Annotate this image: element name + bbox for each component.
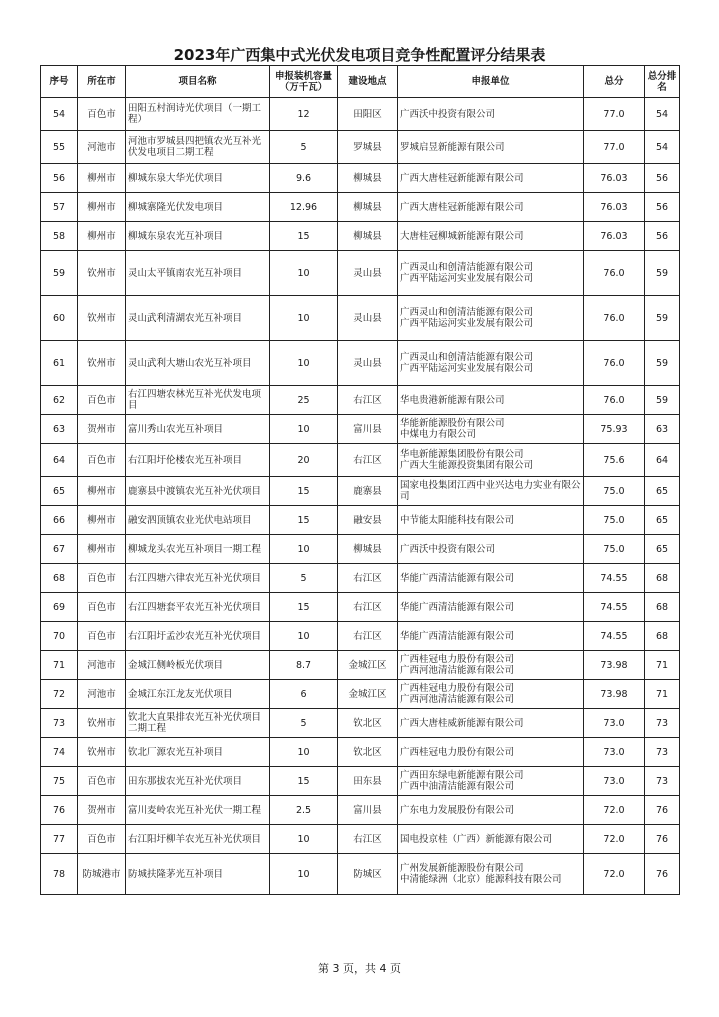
cell-location: 柳城县 xyxy=(338,164,398,193)
cell-project: 右江阳圩柳羊农光互补光伏项目 xyxy=(126,825,270,854)
cell-location: 右江区 xyxy=(338,386,398,415)
cell-city: 百色市 xyxy=(78,564,126,593)
cell-city: 钦州市 xyxy=(78,738,126,767)
cell-score: 76.03 xyxy=(584,222,645,251)
cell-score: 75.0 xyxy=(584,535,645,564)
cell-capacity: 15 xyxy=(270,506,338,535)
cell-score: 75.6 xyxy=(584,444,645,477)
cell-rank: 56 xyxy=(645,193,680,222)
table-row xyxy=(41,796,680,825)
cell-city: 钦州市 xyxy=(78,251,126,296)
cell-seq: 70 xyxy=(41,622,78,651)
header-city: 所在市 xyxy=(78,66,126,98)
cell-city: 河池市 xyxy=(78,680,126,709)
table-row xyxy=(41,131,680,164)
cell-score: 77.0 xyxy=(584,131,645,164)
cell-score: 74.55 xyxy=(584,564,645,593)
cell-rank: 59 xyxy=(645,251,680,296)
cell-company: 广西桂冠电力股份有限公司 广西河池清洁能源有限公司 xyxy=(398,680,584,709)
header-rank: 总分排名 xyxy=(645,66,680,98)
cell-city: 百色市 xyxy=(78,593,126,622)
cell-rank: 65 xyxy=(645,506,680,535)
cell-score: 74.55 xyxy=(584,593,645,622)
cell-location: 罗城县 xyxy=(338,131,398,164)
cell-capacity: 10 xyxy=(270,251,338,296)
cell-capacity: 12.96 xyxy=(270,193,338,222)
cell-project: 金城江东江龙友光伏项目 xyxy=(126,680,270,709)
cell-project: 灵山武利清湖农光互补项目 xyxy=(126,296,270,341)
cell-location: 鹿寨县 xyxy=(338,477,398,506)
cell-rank: 76 xyxy=(645,825,680,854)
cell-seq: 75 xyxy=(41,767,78,796)
cell-score: 75.0 xyxy=(584,506,645,535)
cell-city: 钦州市 xyxy=(78,341,126,386)
cell-rank: 68 xyxy=(645,564,680,593)
table-row xyxy=(41,193,680,222)
cell-seq: 63 xyxy=(41,415,78,444)
cell-rank: 65 xyxy=(645,535,680,564)
cell-rank: 63 xyxy=(645,415,680,444)
cell-location: 柳城县 xyxy=(338,193,398,222)
table-row xyxy=(41,564,680,593)
cell-capacity: 20 xyxy=(270,444,338,477)
cell-capacity: 15 xyxy=(270,767,338,796)
table-row xyxy=(41,825,680,854)
cell-project: 柳城寨隆光伏发电项目 xyxy=(126,193,270,222)
cell-city: 河池市 xyxy=(78,651,126,680)
cell-rank: 71 xyxy=(645,680,680,709)
cell-city: 百色市 xyxy=(78,444,126,477)
cell-location: 金城江区 xyxy=(338,651,398,680)
cell-company: 大唐桂冠柳城新能源有限公司 xyxy=(398,222,584,251)
cell-seq: 69 xyxy=(41,593,78,622)
cell-score: 76.0 xyxy=(584,296,645,341)
cell-score: 72.0 xyxy=(584,854,645,895)
cell-location: 融安县 xyxy=(338,506,398,535)
cell-rank: 76 xyxy=(645,854,680,895)
header-row xyxy=(41,66,680,98)
cell-seq: 68 xyxy=(41,564,78,593)
cell-company: 广西灵山和创清洁能源有限公司 广西平陆运河实业发展有限公司 xyxy=(398,251,584,296)
table-row xyxy=(41,164,680,193)
cell-seq: 77 xyxy=(41,825,78,854)
cell-city: 柳州市 xyxy=(78,535,126,564)
table-row xyxy=(41,593,680,622)
cell-project: 富川麦岭农光互补光伏一期工程 xyxy=(126,796,270,825)
cell-score: 74.55 xyxy=(584,622,645,651)
cell-rank: 54 xyxy=(645,98,680,131)
cell-score: 76.0 xyxy=(584,251,645,296)
cell-project: 柳城东泉大华光伏项目 xyxy=(126,164,270,193)
cell-location: 右江区 xyxy=(338,593,398,622)
cell-capacity: 5 xyxy=(270,564,338,593)
cell-company: 广西沃中投资有限公司 xyxy=(398,535,584,564)
cell-seq: 72 xyxy=(41,680,78,709)
cell-company: 华能广西清洁能源有限公司 xyxy=(398,593,584,622)
cell-location: 田东县 xyxy=(338,767,398,796)
cell-location: 柳城县 xyxy=(338,535,398,564)
cell-project: 右江四塘套平农光互补光伏项目 xyxy=(126,593,270,622)
cell-company: 广西桂冠电力股份有限公司 xyxy=(398,738,584,767)
header-project: 项目名称 xyxy=(126,66,270,98)
cell-location: 金城江区 xyxy=(338,680,398,709)
table-row xyxy=(41,444,680,477)
cell-score: 75.93 xyxy=(584,415,645,444)
cell-project: 防城扶隆茅光互补项目 xyxy=(126,854,270,895)
cell-capacity: 25 xyxy=(270,386,338,415)
cell-seq: 64 xyxy=(41,444,78,477)
cell-city: 防城港市 xyxy=(78,854,126,895)
header-company: 申报单位 xyxy=(398,66,584,98)
cell-location: 右江区 xyxy=(338,825,398,854)
cell-company: 广西田东绿电新能源有限公司 广西中油清洁能源有限公司 xyxy=(398,767,584,796)
cell-city: 柳州市 xyxy=(78,477,126,506)
cell-city: 柳州市 xyxy=(78,193,126,222)
cell-project: 灵山武利大塘山农光互补项目 xyxy=(126,341,270,386)
cell-company: 国家电投集团江西中业兴达电力实业有限公司 xyxy=(398,477,584,506)
cell-location: 钦北区 xyxy=(338,709,398,738)
cell-capacity: 15 xyxy=(270,477,338,506)
cell-location: 右江区 xyxy=(338,564,398,593)
cell-location: 灵山县 xyxy=(338,296,398,341)
cell-seq: 78 xyxy=(41,854,78,895)
cell-company: 广西大唐桂冠新能源有限公司 xyxy=(398,193,584,222)
table-row xyxy=(41,651,680,680)
cell-company: 华电新能源集团股份有限公司 广西大生能源投资集团有限公司 xyxy=(398,444,584,477)
cell-rank: 68 xyxy=(645,593,680,622)
cell-capacity: 10 xyxy=(270,535,338,564)
cell-city: 柳州市 xyxy=(78,222,126,251)
cell-rank: 56 xyxy=(645,164,680,193)
cell-capacity: 15 xyxy=(270,222,338,251)
cell-rank: 59 xyxy=(645,341,680,386)
cell-project: 鹿寨县中渡镇农光互补光伏项目 xyxy=(126,477,270,506)
cell-project: 柳城东泉农光互补项目 xyxy=(126,222,270,251)
cell-city: 百色市 xyxy=(78,386,126,415)
cell-city: 柳州市 xyxy=(78,506,126,535)
cell-score: 73.98 xyxy=(584,680,645,709)
cell-capacity: 2.5 xyxy=(270,796,338,825)
cell-score: 73.0 xyxy=(584,738,645,767)
cell-city: 百色市 xyxy=(78,622,126,651)
cell-company: 广西大唐桂威新能源有限公司 xyxy=(398,709,584,738)
cell-capacity: 8.7 xyxy=(270,651,338,680)
cell-capacity: 10 xyxy=(270,341,338,386)
cell-capacity: 10 xyxy=(270,825,338,854)
cell-rank: 64 xyxy=(645,444,680,477)
cell-city: 贺州市 xyxy=(78,796,126,825)
cell-seq: 61 xyxy=(41,341,78,386)
cell-capacity: 9.6 xyxy=(270,164,338,193)
cell-rank: 71 xyxy=(645,651,680,680)
cell-project: 田东那拔农光互补光伏项目 xyxy=(126,767,270,796)
table-row xyxy=(41,622,680,651)
table-row xyxy=(41,738,680,767)
cell-capacity: 10 xyxy=(270,296,338,341)
cell-seq: 73 xyxy=(41,709,78,738)
results-table xyxy=(40,65,680,895)
cell-location: 灵山县 xyxy=(338,341,398,386)
table-row xyxy=(41,506,680,535)
cell-city: 百色市 xyxy=(78,98,126,131)
table-row xyxy=(41,222,680,251)
header-location: 建设地点 xyxy=(338,66,398,98)
cell-location: 田阳区 xyxy=(338,98,398,131)
table-row xyxy=(41,341,680,386)
cell-company: 罗城启昱新能源有限公司 xyxy=(398,131,584,164)
cell-capacity: 10 xyxy=(270,854,338,895)
cell-project: 右江阳圩孟沙农光互补光伏项目 xyxy=(126,622,270,651)
cell-rank: 56 xyxy=(645,222,680,251)
cell-seq: 54 xyxy=(41,98,78,131)
cell-company: 华能新能源股份有限公司 中煤电力有限公司 xyxy=(398,415,584,444)
cell-rank: 73 xyxy=(645,767,680,796)
cell-company: 华能广西清洁能源有限公司 xyxy=(398,564,584,593)
cell-seq: 62 xyxy=(41,386,78,415)
table-body xyxy=(41,98,680,895)
cell-capacity: 10 xyxy=(270,415,338,444)
cell-rank: 59 xyxy=(645,386,680,415)
cell-score: 72.0 xyxy=(584,825,645,854)
cell-project: 金城江侧岭板光伏项目 xyxy=(126,651,270,680)
cell-location: 右江区 xyxy=(338,444,398,477)
cell-capacity: 12 xyxy=(270,98,338,131)
cell-company: 广西灵山和创清洁能源有限公司 广西平陆运河实业发展有限公司 xyxy=(398,296,584,341)
cell-seq: 60 xyxy=(41,296,78,341)
cell-city: 贺州市 xyxy=(78,415,126,444)
cell-seq: 59 xyxy=(41,251,78,296)
cell-company: 广西大唐桂冠新能源有限公司 xyxy=(398,164,584,193)
cell-project: 富川秀山农光互补项目 xyxy=(126,415,270,444)
cell-city: 百色市 xyxy=(78,825,126,854)
cell-score: 75.0 xyxy=(584,477,645,506)
cell-score: 73.0 xyxy=(584,709,645,738)
cell-seq: 65 xyxy=(41,477,78,506)
cell-project: 融安泗顶镇农业光伏电站项目 xyxy=(126,506,270,535)
cell-rank: 65 xyxy=(645,477,680,506)
cell-capacity: 5 xyxy=(270,709,338,738)
header-seq: 序号 xyxy=(41,66,78,98)
cell-company: 国电投京桂（广西）新能源有限公司 xyxy=(398,825,584,854)
cell-location: 柳城县 xyxy=(338,222,398,251)
table-row xyxy=(41,415,680,444)
cell-score: 76.03 xyxy=(584,193,645,222)
cell-company: 华能广西清洁能源有限公司 xyxy=(398,622,584,651)
cell-project: 河池市罗城县四把镇农光互补光伏发电项目二期工程 xyxy=(126,131,270,164)
cell-company: 广州发展新能源股份有限公司 中清能绿洲（北京）能源科技有限公司 xyxy=(398,854,584,895)
cell-score: 76.0 xyxy=(584,386,645,415)
cell-rank: 76 xyxy=(645,796,680,825)
table-row xyxy=(41,477,680,506)
table-row xyxy=(41,680,680,709)
cell-city: 百色市 xyxy=(78,767,126,796)
cell-company: 广西桂冠电力股份有限公司 广西河池清洁能源有限公司 xyxy=(398,651,584,680)
cell-score: 72.0 xyxy=(584,796,645,825)
cell-location: 富川县 xyxy=(338,415,398,444)
cell-rank: 54 xyxy=(645,131,680,164)
cell-city: 河池市 xyxy=(78,131,126,164)
cell-location: 防城区 xyxy=(338,854,398,895)
cell-rank: 73 xyxy=(645,709,680,738)
cell-score: 77.0 xyxy=(584,98,645,131)
cell-seq: 74 xyxy=(41,738,78,767)
cell-location: 钦北区 xyxy=(338,738,398,767)
cell-seq: 67 xyxy=(41,535,78,564)
cell-project: 柳城龙头农光互补项目一期工程 xyxy=(126,535,270,564)
cell-project: 钦北厂源农光互补项目 xyxy=(126,738,270,767)
cell-seq: 76 xyxy=(41,796,78,825)
cell-location: 灵山县 xyxy=(338,251,398,296)
cell-project: 右江阳圩伦楼农光互补项目 xyxy=(126,444,270,477)
table-row xyxy=(41,854,680,895)
header-capacity: 申报装机容量（万千瓦） xyxy=(270,66,338,98)
cell-project: 钦北大直果排农光互补光伏项目二期工程 xyxy=(126,709,270,738)
cell-city: 钦州市 xyxy=(78,709,126,738)
page-footer: 第 3 页，共 4 页 xyxy=(318,962,401,975)
cell-seq: 56 xyxy=(41,164,78,193)
table-row xyxy=(41,98,680,131)
table-row xyxy=(41,767,680,796)
cell-capacity: 15 xyxy=(270,593,338,622)
cell-capacity: 6 xyxy=(270,680,338,709)
cell-capacity: 10 xyxy=(270,738,338,767)
cell-project: 右江四塘农林光互补光伏发电项目 xyxy=(126,386,270,415)
header-score: 总分 xyxy=(584,66,645,98)
table-row xyxy=(41,386,680,415)
cell-company: 广西沃中投资有限公司 xyxy=(398,98,584,131)
cell-capacity: 10 xyxy=(270,622,338,651)
cell-company: 华电贵港新能源有限公司 xyxy=(398,386,584,415)
cell-location: 富川县 xyxy=(338,796,398,825)
cell-company: 广东电力发展股份有限公司 xyxy=(398,796,584,825)
cell-seq: 55 xyxy=(41,131,78,164)
page-title: 2023年广西集中式光伏发电项目竞争性配置评分结果表 xyxy=(173,46,546,64)
cell-score: 76.03 xyxy=(584,164,645,193)
table-row xyxy=(41,296,680,341)
table-row xyxy=(41,251,680,296)
cell-score: 73.98 xyxy=(584,651,645,680)
cell-capacity: 5 xyxy=(270,131,338,164)
cell-project: 右江四塘六律农光互补光伏项目 xyxy=(126,564,270,593)
cell-seq: 66 xyxy=(41,506,78,535)
cell-company: 广西灵山和创清洁能源有限公司 广西平陆运河实业发展有限公司 xyxy=(398,341,584,386)
cell-score: 76.0 xyxy=(584,341,645,386)
cell-company: 中节能太阳能科技有限公司 xyxy=(398,506,584,535)
cell-location: 右江区 xyxy=(338,622,398,651)
cell-project: 田阳五村润诗光伏项目（一期工程） xyxy=(126,98,270,131)
cell-city: 柳州市 xyxy=(78,164,126,193)
cell-rank: 73 xyxy=(645,738,680,767)
cell-rank: 59 xyxy=(645,296,680,341)
cell-project: 灵山太平镇南农光互补项目 xyxy=(126,251,270,296)
cell-city: 钦州市 xyxy=(78,296,126,341)
cell-seq: 57 xyxy=(41,193,78,222)
cell-seq: 71 xyxy=(41,651,78,680)
cell-score: 73.0 xyxy=(584,767,645,796)
cell-rank: 68 xyxy=(645,622,680,651)
table-row xyxy=(41,709,680,738)
table-row xyxy=(41,535,680,564)
cell-seq: 58 xyxy=(41,222,78,251)
